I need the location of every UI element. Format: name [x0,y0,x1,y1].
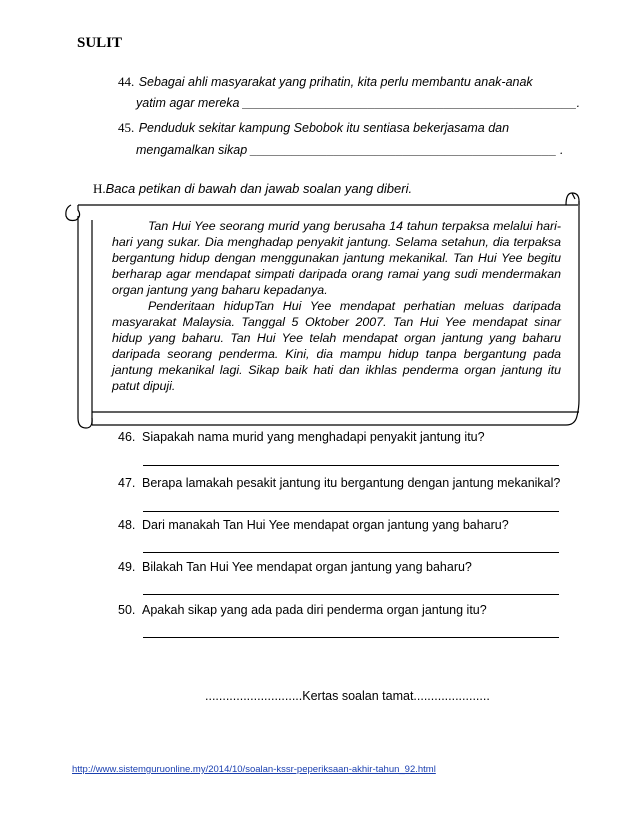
reading-passage [112,218,561,394]
question-number: 50. [118,603,136,617]
section-letter: H. [93,181,106,196]
question-number: 45. [118,120,135,135]
source-url-link[interactable]: http://www.sistemguruonline.my/2014/10/soalan-kssr-peperiksaan-akhir-tahun_92.html [72,764,436,775]
passage-paragraph-2: Penderitaan hidupTan Hui Yee mendapat perhatian meluas daripada masyarakat Malaysia. Tanggal 5 Oktober 2007. Tan Hui Yee mendapat sinar hidup yang baharu. Tan Hui Yee telah mendapat organ jantung yang baharu daripada seorang penderma. Kini, dia mampu hidup tanpa bergantung pada jantung mekanikal lagi. Sikap baik hati dan ikhlas penderma organ jantung itu patut dipuji. [112,299,561,393]
answer-line[interactable] [143,552,559,553]
passage-paragraph-1: Tan Hui Yee seorang murid yang berusaha 14 tahun terpaksa melalui hari-hari yang sukar. Dia menghadap penyakit jantung. Selama setahun, dia terpaksa bergantung hidup dengan menggunakan jantung mekanikal. Tan Hui Yee begitu berharap agar mendapat simpati daripada orang ramai yang sudi mendermakan organ jantung yang baharu kepadanya. [112,219,561,297]
question-number: 46. [118,430,136,444]
question-44-line2: yatim agar mereka ________________________________________________. [136,96,581,110]
question-number: 44. [118,74,135,89]
question-text: Siapakah nama murid yang menghadapi penyakit jantung itu? [142,430,485,444]
question-47 [118,476,560,490]
question-text: Apakah sikap yang ada pada diri penderma organ jantung itu? [142,603,487,617]
question-48 [118,518,509,532]
answer-line[interactable] [143,637,559,638]
question-text: Penduduk sekitar kampung Sebobok itu sentiasa bekerjasama dan [138,121,510,135]
answer-line[interactable] [143,594,559,595]
header-label: SULIT [77,35,123,51]
section-instruction: Baca petikan di bawah dan jawab soalan yang diberi. [105,181,413,196]
question-number: 49. [118,560,136,574]
question-text: Sebagai ahli masyarakat yang prihatin, kita perlu membantu anak-anak [138,75,533,89]
question-text: Dari manakah Tan Hui Yee mendapat organ jantung yang baharu? [142,518,509,532]
question-text: Bilakah Tan Hui Yee mendapat organ jantung yang baharu? [142,560,472,574]
question-number: 48. [118,518,136,532]
question-45-line2: mengamalkan sikap ____________________________________________ . [136,143,564,157]
end-of-paper-text: ............................Kertas soalan tamat...................... [205,689,490,703]
question-49 [118,560,472,574]
question-50 [118,603,487,617]
question-46 [118,430,485,444]
question-number: 47. [118,476,136,490]
question-text: Berapa lamakah pesakit jantung itu bergantung dengan jantung mekanikal? [142,476,561,490]
answer-line[interactable] [143,511,559,512]
answer-line[interactable] [143,465,559,466]
